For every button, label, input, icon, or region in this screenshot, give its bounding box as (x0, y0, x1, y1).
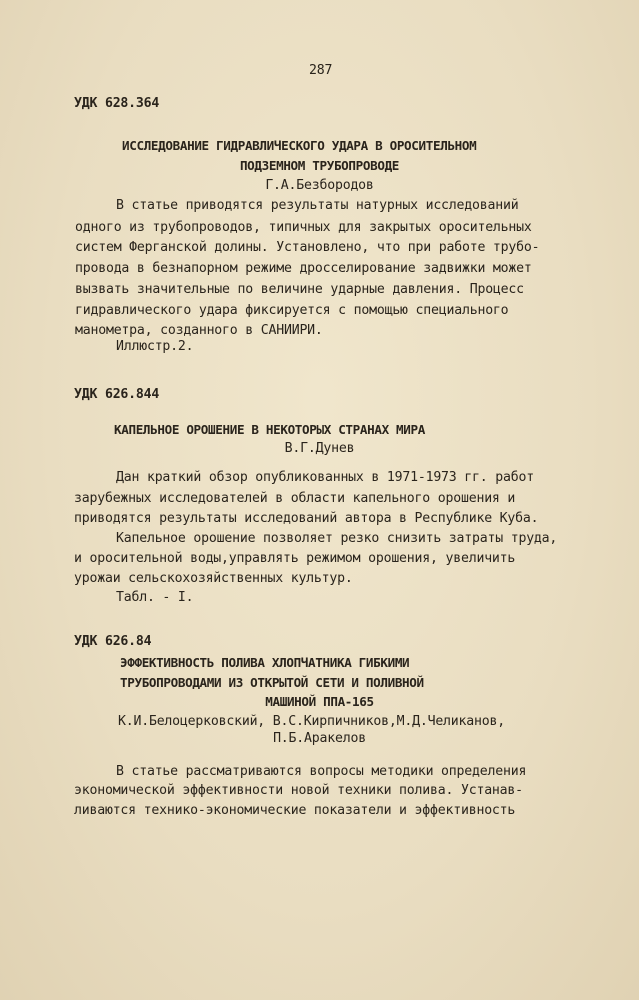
page-number: 287 (309, 63, 333, 78)
udk-code: УДК 626.844 (74, 387, 160, 402)
abstract-line: Дан краткий обзор опубликованных в 1971-1973 гг. работ (116, 470, 534, 485)
entry-title-line: ИССЛЕДОВАНИЕ ГИДРАВЛИЧЕСКОГО УДАРА В ОРОСИТЕЛЬНОМ (122, 138, 477, 153)
abstract-line: гидравлического удара фиксируется с помощью специального (75, 303, 509, 318)
abstract-line: и оросительной воды,управлять режимом орошения, увеличить (74, 551, 516, 566)
entry-author: В.Г.Дунев (284, 441, 355, 456)
abstract-line: экономической эффективности новой техники полива. Устанав- (74, 783, 523, 798)
entry-note: Табл. - I. (116, 590, 194, 605)
entry-title-line: ПОДЗЕМНОМ ТРУБОПРОВОДЕ (239, 158, 400, 173)
abstract-line: приводятся результаты исследований автора в Республике Куба. (74, 511, 539, 526)
abstract-line: ливаются технико-экономические показатели и эффективность (74, 803, 516, 818)
entry-author: П.Б.Аракелов (273, 731, 366, 746)
abstract-line: провода в безнапорном режиме дросселирование задвижки может (75, 261, 532, 276)
abstract-line: одного из трубопроводов, типичных для закрытых оросительных (75, 220, 532, 235)
abstract-line: вызвать значительные по величине ударные давления. Процесс (75, 282, 524, 297)
abstract-line: В статье приводятся результаты натурных исследований (116, 198, 519, 213)
abstract-line: зарубежных исследователей в области капельного орошения и (74, 491, 516, 506)
entry-title-line: КАПЕЛЬНОЕ ОРОШЕНИЕ В НЕКОТОРЫХ СТРАНАХ МИРА (114, 422, 425, 437)
abstract-line: систем Ферганской долины. Установлено, что при работе трубо- (75, 240, 540, 255)
udk-code: УДК 628.364 (74, 96, 160, 111)
entry-author: Г.А.Безбородов (265, 178, 374, 193)
entry-title-line: ЭФФЕКТИВНОСТЬ ПОЛИВА ХЛОПЧАТНИКА ГИБКИМИ (120, 655, 410, 670)
entry-note: Иллюстр.2. (116, 339, 194, 354)
entry-author: К.И.Белоцерковский, В.С.Кирпичников,М.Д.Челиканов, (118, 714, 505, 729)
abstract-line: манометра, созданного в САНИИРИ. (75, 323, 323, 338)
entry-title-line: ТРУБОПРОВОДАМИ ИЗ ОТКРЫТОЙ СЕТИ И ПОЛИВНОЙ (120, 675, 424, 690)
abstract-line: урожаи сельскохозяйственных культур. (74, 571, 353, 586)
abstract-line: В статье рассматриваются вопросы методики определения (116, 764, 527, 779)
abstract-line: Капельное орошение позволяет резко снизить затраты труда, (116, 531, 558, 546)
udk-code: УДК 626.84 (74, 634, 152, 649)
entry-title-line: МАШИНОЙ ППА-165 (265, 694, 374, 709)
